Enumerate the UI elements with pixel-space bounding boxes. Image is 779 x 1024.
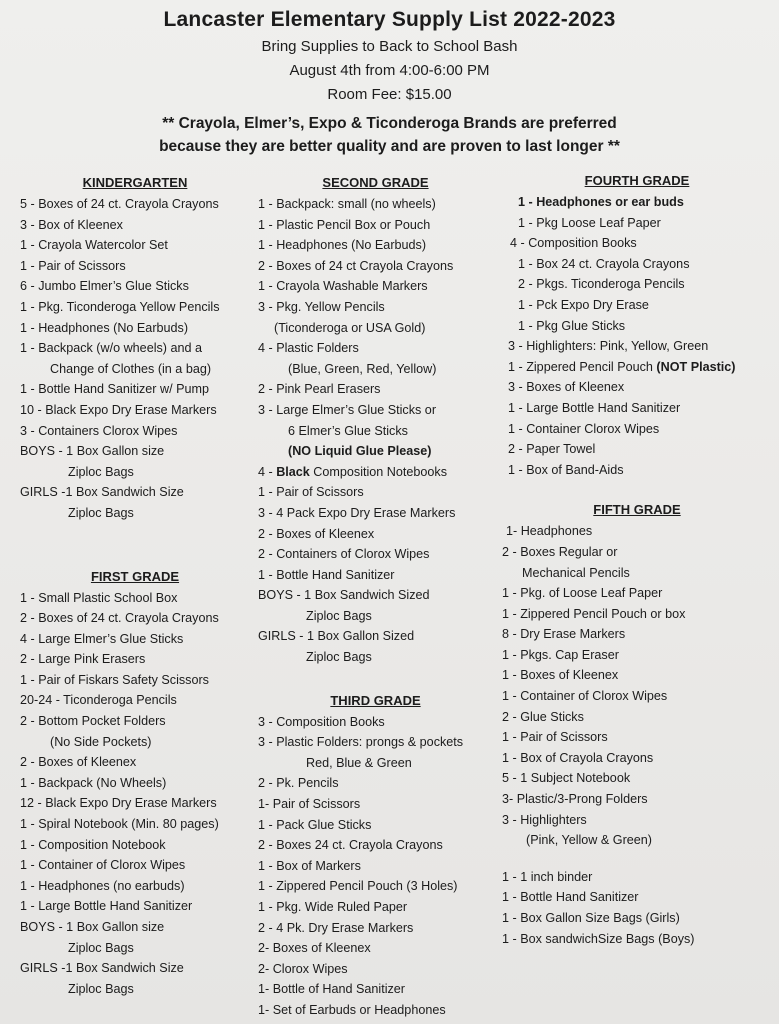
list-item: 1- Bottle of Hand Sanitizer — [258, 982, 406, 997]
fifth-grade-heading: FIFTH GRADE — [593, 502, 681, 518]
list-item: 3 - Highlighters: Pink, Yellow, Green — [508, 339, 709, 354]
list-item: 1 - Box 24 ct. Crayola Crayons — [518, 256, 690, 271]
list-item: 1 - Bottle Hand Sanitizer — [502, 890, 639, 905]
list-item: 1 - Pair of Fiskars Safety Scissors — [20, 672, 209, 687]
list-item: 1 - Headphones (No Earbuds) — [20, 320, 189, 335]
column-left — [20, 172, 250, 999]
list-item: Red, Blue & Green — [306, 755, 412, 770]
item-emphasis: Black — [276, 464, 310, 479]
fifth-grade-section — [502, 499, 772, 949]
list-item — [258, 462, 493, 483]
column-right — [502, 170, 772, 949]
list-item: (Pink, Yellow & Green) — [526, 833, 652, 848]
list-item: 2 - Paper Towel — [508, 442, 596, 457]
bash-note: Bring Supplies to Back to School Bash — [261, 38, 518, 55]
list-item: 10 - Black Expo Dry Erase Markers — [20, 402, 217, 417]
list-item: 1 - Pkg. Ticonderoga Yellow Pencils — [20, 299, 220, 314]
list-item: Ziploc Bags — [306, 650, 372, 665]
list-item: 2 - Boxes of 24 ct. Crayola Crayons — [20, 611, 219, 626]
second-grade-section — [258, 172, 493, 668]
list-item: 20-24 - Ticonderoga Pencils — [20, 693, 177, 708]
list-item: GIRLS -1 Box Sandwich Size — [20, 961, 184, 976]
list-item: 1 - Composition Notebook — [20, 837, 166, 852]
kindergarten-section — [20, 172, 250, 524]
list-item: 2 - Boxes of Kleenex — [258, 526, 375, 541]
list-item: BOYS - 1 Box Gallon size — [20, 920, 165, 934]
list-item: 2 - Boxes Regular or — [502, 544, 618, 559]
list-item: 2 - Pk. Pencils — [258, 776, 339, 791]
list-item: 1 - Large Bottle Hand Sanitizer — [508, 400, 681, 415]
brand-note-line-2: because they are better quality and are proven to last longer ** — [159, 138, 620, 155]
list-item: 1 - Box Gallon Size Bags (Girls) — [502, 911, 680, 925]
list-item: Ziploc Bags — [68, 505, 134, 520]
list-item: 2 - Pink Pearl Erasers — [258, 382, 381, 397]
item-text: 1 - Zippered Pencil Pouch — [508, 359, 657, 374]
list-item: 4 - Plastic Folders — [258, 341, 359, 356]
list-item: 1 - Container of Clorox Wipes — [502, 689, 668, 704]
list-item: 1 - Crayola Washable Markers — [258, 279, 428, 294]
list-item: Ziploc Bags — [68, 464, 134, 479]
list-item: 1 - Backpack (No Wheels) — [20, 775, 167, 790]
list-item: 1 - 1 inch binder — [502, 869, 593, 884]
list-item: 1 - Boxes of Kleenex — [502, 668, 619, 683]
list-item: 1- Headphones — [506, 524, 593, 539]
list-item: BOYS - 1 Box Gallon size — [20, 444, 165, 459]
list-item: 1 - Headphones or ear buds — [518, 195, 684, 209]
list-item: 2- Boxes of Kleenex — [258, 941, 371, 956]
list-item: 3 - Pkg. Yellow Pencils — [258, 299, 385, 314]
kindergarten-heading: KINDERGARTEN — [82, 175, 188, 190]
list-item: 1 - Container of Clorox Wipes — [20, 858, 186, 873]
list-item: 3 - 4 Pack Expo Dry Erase Markers — [258, 505, 456, 520]
list-item: 2 - Large Pink Erasers — [20, 652, 146, 667]
list-item: 1 - Pkgs. Cap Eraser — [502, 647, 619, 662]
list-item: GIRLS -1 Box Sandwich Size — [20, 485, 184, 500]
list-item: 1 - Pkg. of Loose Leaf Paper — [502, 586, 663, 601]
list-item: 1 - Box of Crayola Crayons — [502, 750, 654, 765]
list-item — [502, 357, 772, 378]
list-item: BOYS - 1 Box Sandwich Sized — [258, 588, 430, 603]
list-item: 3 - Box of Kleenex — [20, 217, 123, 232]
list-item: 1 - Box of Markers — [258, 858, 361, 873]
list-item: (Blue, Green, Red, Yellow) — [288, 361, 437, 376]
list-item: GIRLS - 1 Box Gallon Sized — [258, 629, 415, 644]
list-item: 1 - Pair of Scissors — [258, 485, 364, 500]
list-item: 3 - Containers Clorox Wipes — [20, 423, 178, 438]
list-item: 1 - Pack Glue Sticks — [258, 817, 372, 832]
fourth-grade-section — [502, 170, 772, 480]
list-item: 1 - Pkg. Wide Ruled Paper — [258, 900, 408, 914]
list-item: 2 - 4 Pk. Dry Erase Markers — [258, 920, 414, 935]
list-item: 2 - Boxes 24 ct. Crayola Crayons — [258, 838, 443, 853]
list-item: 1 - Container Clorox Wipes — [508, 421, 660, 436]
list-item: 1 - Zippered Pencil Pouch (3 Holes) — [258, 879, 458, 894]
list-item: 2 - Boxes of Kleenex — [20, 755, 137, 770]
list-item: 1 - Small Plastic School Box — [20, 590, 178, 605]
first-grade-section — [20, 566, 250, 1000]
item-emphasis: (NOT Plastic) — [656, 359, 736, 374]
room-fee: Room Fee: $15.00 — [327, 86, 452, 103]
list-item: 3 - Composition Books — [258, 714, 385, 729]
list-item: 5 - 1 Subject Notebook — [502, 771, 631, 786]
list-item: 12 - Black Expo Dry Erase Markers — [20, 796, 217, 811]
list-item: 1 - Spiral Notebook (Min. 80 pages) — [20, 817, 219, 832]
list-item: Ziploc Bags — [306, 608, 372, 623]
page-title: Lancaster Elementary Supply List 2022-2023 — [163, 8, 616, 31]
list-item: 2 - Bottom Pocket Folders — [20, 714, 166, 729]
fourth-grade-heading: FOURTH GRADE — [584, 173, 690, 188]
list-item: 1 - Pair of Scissors — [502, 730, 608, 745]
list-item: (No Side Pockets) — [50, 734, 152, 749]
brand-note-line-1: ** Crayola, Elmer’s, Expo & Ticonderoga Brands are preferred — [162, 115, 617, 132]
list-item: 1 - Bottle Hand Sanitizer w/ Pump — [20, 382, 209, 397]
list-item: 8 - Dry Erase Markers — [502, 627, 626, 642]
list-item: 1- Set of Earbuds or Headphones — [258, 1002, 446, 1017]
list-item: 3- Plastic/3-Prong Folders — [502, 792, 648, 807]
list-item: 1- Pair of Scissors — [258, 797, 361, 812]
list-item: 1 - Bottle Hand Sanitizer — [258, 567, 395, 582]
list-item: 1 - Headphones (no earbuds) — [20, 878, 185, 893]
list-item: 1 - Pck Expo Dry Erase — [518, 297, 649, 312]
list-item: 1 - Pair of Scissors — [20, 258, 126, 273]
list-item: 6 - Jumbo Elmer’s Glue Sticks — [20, 279, 189, 294]
list-item: 1 - Zippered Pencil Pouch or box — [502, 606, 686, 621]
list-item: 5 - Boxes of 24 ct. Crayola Crayons — [20, 197, 219, 211]
list-item: 1 - Headphones (No Earbuds) — [258, 238, 427, 253]
list-item: 2 - Containers of Clorox Wipes — [258, 547, 430, 562]
list-item: 2 - Pkgs. Ticonderoga Pencils — [518, 277, 685, 292]
list-item: 3 - Plastic Folders: prongs & pockets — [258, 735, 464, 750]
list-item: 3 - Boxes of Kleenex — [508, 380, 625, 395]
list-item: 3 - Highlighters — [502, 812, 587, 827]
list-item: Ziploc Bags — [68, 981, 134, 996]
list-item: 2 - Glue Sticks — [502, 709, 584, 724]
first-grade-heading: FIRST GRADE — [90, 568, 180, 584]
item-text: Composition Notebooks — [309, 464, 448, 479]
list-item: 3 - Large Elmer’s Glue Sticks or — [258, 402, 437, 417]
bash-date: August 4th from 4:00-6:00 PM — [289, 62, 490, 79]
list-item: 1 - Pkg Loose Leaf Paper — [518, 215, 661, 230]
list-item: 1 - Box of Band-Aids — [508, 462, 624, 477]
list-item: 4 - Large Elmer’s Glue Sticks — [20, 631, 184, 646]
list-item: 1 - Backpack: small (no wheels) — [258, 197, 436, 211]
list-item: Mechanical Pencils — [522, 565, 630, 580]
list-item: Ziploc Bags — [68, 940, 134, 955]
list-item: 1 - Backpack (w/o wheels) and a — [20, 341, 202, 356]
list-item: Change of Clothes (in a bag) — [50, 361, 212, 376]
third-grade-section — [258, 690, 493, 1021]
column-middle — [258, 172, 493, 1021]
item-text: 4 - — [258, 464, 277, 479]
list-item: 1 - Plastic Pencil Box or Pouch — [258, 217, 431, 232]
list-item: 1 - Pkg Glue Sticks — [518, 318, 626, 333]
third-grade-heading: THIRD GRADE — [330, 692, 421, 708]
list-item: 1 - Crayola Watercolor Set — [20, 238, 168, 253]
second-grade-heading: SECOND GRADE — [322, 175, 429, 190]
list-item: (Ticonderoga or USA Gold) — [274, 320, 426, 335]
list-item: 6 Elmer’s Glue Sticks — [288, 423, 408, 438]
list-item: 2 - Boxes of 24 ct Crayola Crayons — [258, 258, 454, 273]
list-item: 4 - Composition Books — [510, 236, 637, 251]
list-item: 1 - Box sandwichSize Bags (Boys) — [502, 931, 695, 946]
list-item: 1 - Large Bottle Hand Sanitizer — [20, 899, 193, 914]
list-item: (NO Liquid Glue Please) — [288, 444, 432, 459]
list-item: 2- Clorox Wipes — [258, 961, 348, 976]
